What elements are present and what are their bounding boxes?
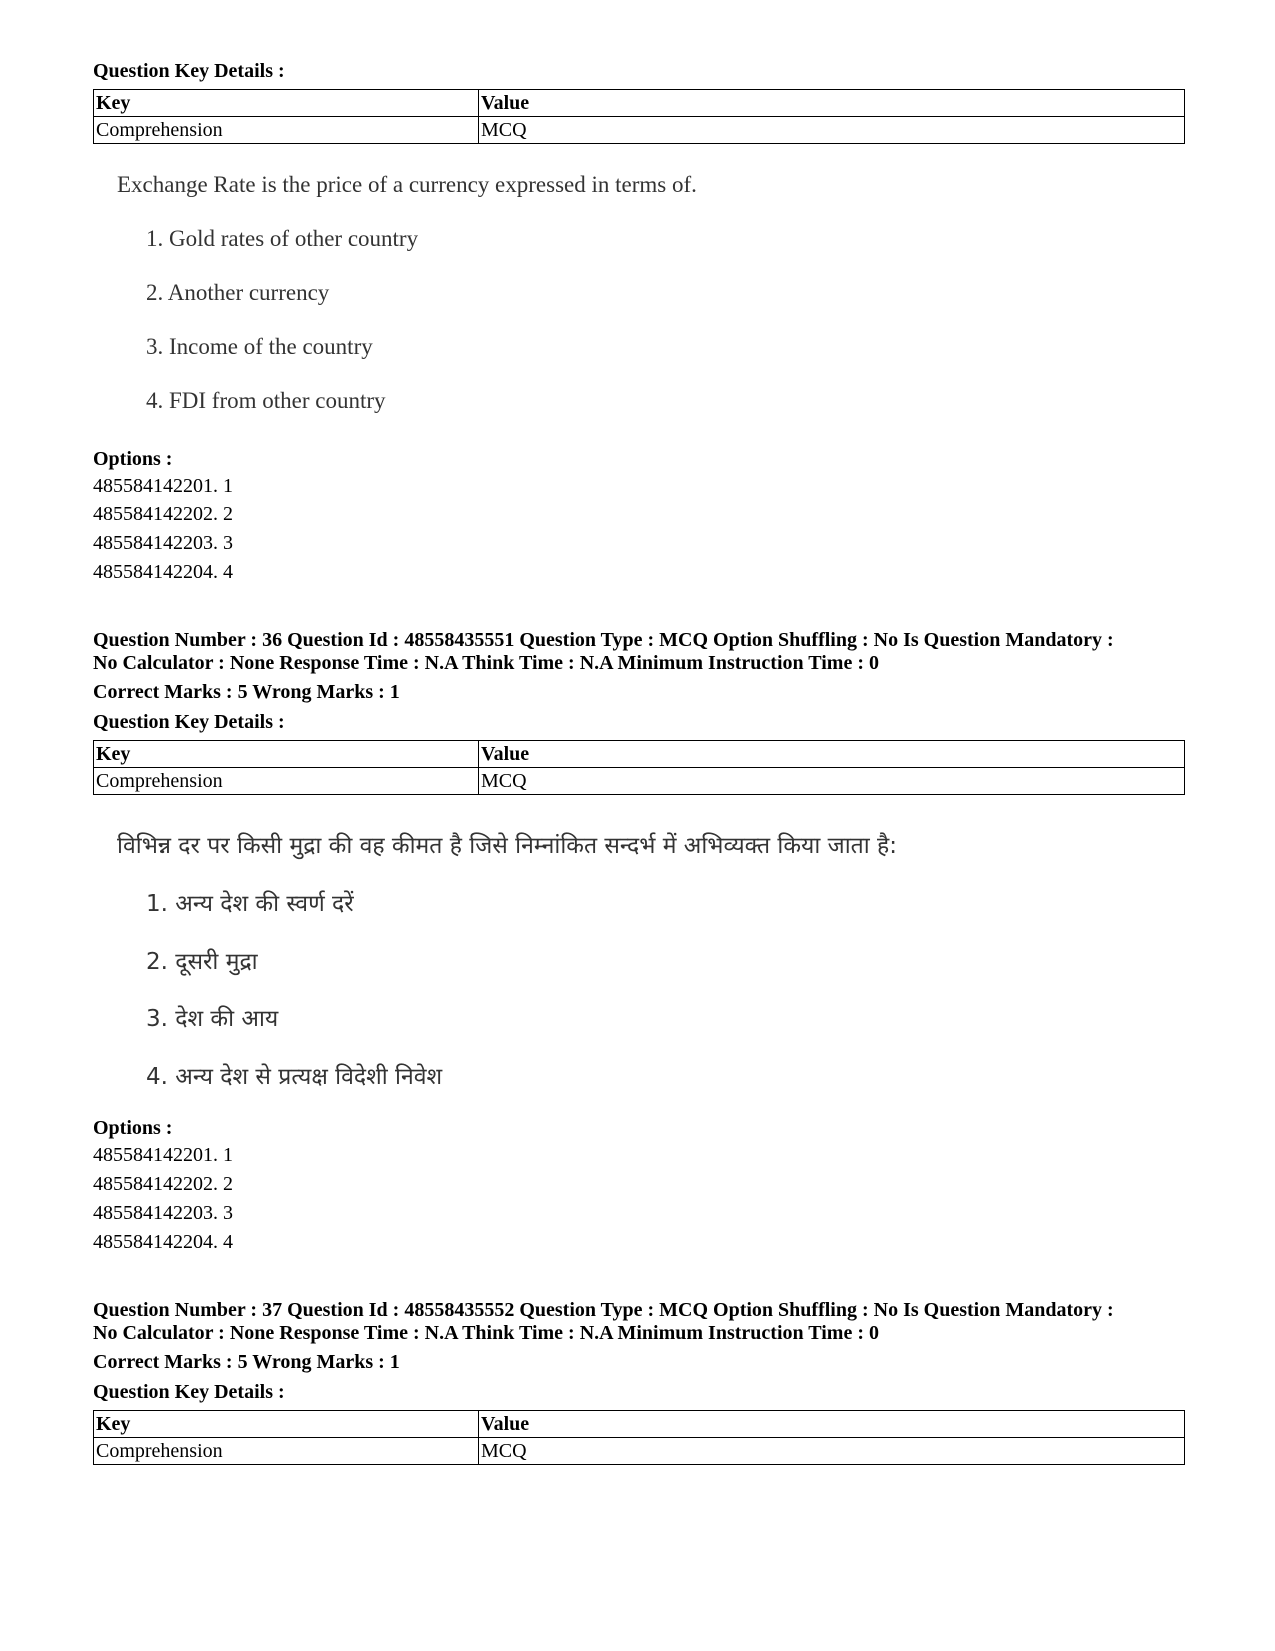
table-cell-value: MCQ [479, 117, 1185, 144]
choice-3-hindi: 3. देश की आय [146, 1006, 279, 1032]
choice-2: 2. Another currency [146, 280, 330, 305]
options-label: Options : [93, 1117, 173, 1139]
choice-4: 4. FDI from other country [146, 388, 386, 413]
option-line-3: 485584142203. 3 [93, 1202, 233, 1224]
table-cell-value: MCQ [479, 1438, 1185, 1465]
option-line-2: 485584142202. 2 [93, 1173, 233, 1195]
option-line-2: 485584142202. 2 [93, 503, 233, 525]
table-header-key: Key [94, 1411, 479, 1438]
table-header-value: Value [479, 741, 1185, 768]
marks-line: Correct Marks : 5 Wrong Marks : 1 [93, 681, 400, 703]
option-line-4: 485584142204. 4 [93, 1231, 233, 1253]
choice-4-hindi: 4. अन्य देश से प्रत्यक्ष विदेशी निवेश [146, 1064, 443, 1090]
choice-1-hindi: 1. अन्य देश की स्वर्ण दरें [146, 891, 354, 917]
table-cell-value: MCQ [479, 768, 1185, 795]
table-header-key: Key [94, 741, 479, 768]
choice-3: 3. Income of the country [146, 334, 373, 359]
question-meta-line-1: Question Number : 37 Question Id : 48558435552 Question Type : MCQ Option Shuffling : No Is Question Mandatory : [93, 1299, 1114, 1321]
question-text: Exchange Rate is the price of a currency expressed in terms of. [117, 172, 697, 197]
choice-1: 1. Gold rates of other country [146, 226, 419, 251]
question-key-details-label: Question Key Details : [93, 1381, 285, 1403]
options-label: Options : [93, 448, 173, 470]
question-key-details-label: Question Key Details : [93, 711, 285, 733]
question-key-details-label: Question Key Details : [93, 60, 285, 82]
option-line-1: 485584142201. 1 [93, 475, 233, 497]
question-meta-line-2: No Calculator : None Response Time : N.A Think Time : N.A Minimum Instruction Time : 0 [93, 1322, 879, 1344]
option-line-1: 485584142201. 1 [93, 1144, 233, 1166]
table-header-value: Value [479, 90, 1185, 117]
question-meta-line-2: No Calculator : None Response Time : N.A Think Time : N.A Minimum Instruction Time : 0 [93, 652, 879, 674]
table-header-value: Value [479, 1411, 1185, 1438]
question-text-hindi: विभिन्न दर पर किसी मुद्रा की वह कीमत है जिसे निम्नांकित सन्दर्भ में अभिव्यक्त किया जाता है: [117, 833, 898, 859]
marks-line: Correct Marks : 5 Wrong Marks : 1 [93, 1351, 400, 1373]
option-line-3: 485584142203. 3 [93, 532, 233, 554]
table-cell-key: Comprehension [94, 768, 479, 795]
choice-2-hindi: 2. दूसरी मुद्रा [146, 949, 258, 975]
key-details-table [93, 1410, 1185, 1465]
key-details-table [93, 740, 1185, 795]
table-cell-key: Comprehension [94, 117, 479, 144]
option-line-4: 485584142204. 4 [93, 561, 233, 583]
question-meta-line-1: Question Number : 36 Question Id : 48558435551 Question Type : MCQ Option Shuffling : No Is Question Mandatory : [93, 629, 1114, 651]
key-details-table [93, 89, 1185, 144]
table-cell-key: Comprehension [94, 1438, 479, 1465]
table-header-key: Key [94, 90, 479, 117]
